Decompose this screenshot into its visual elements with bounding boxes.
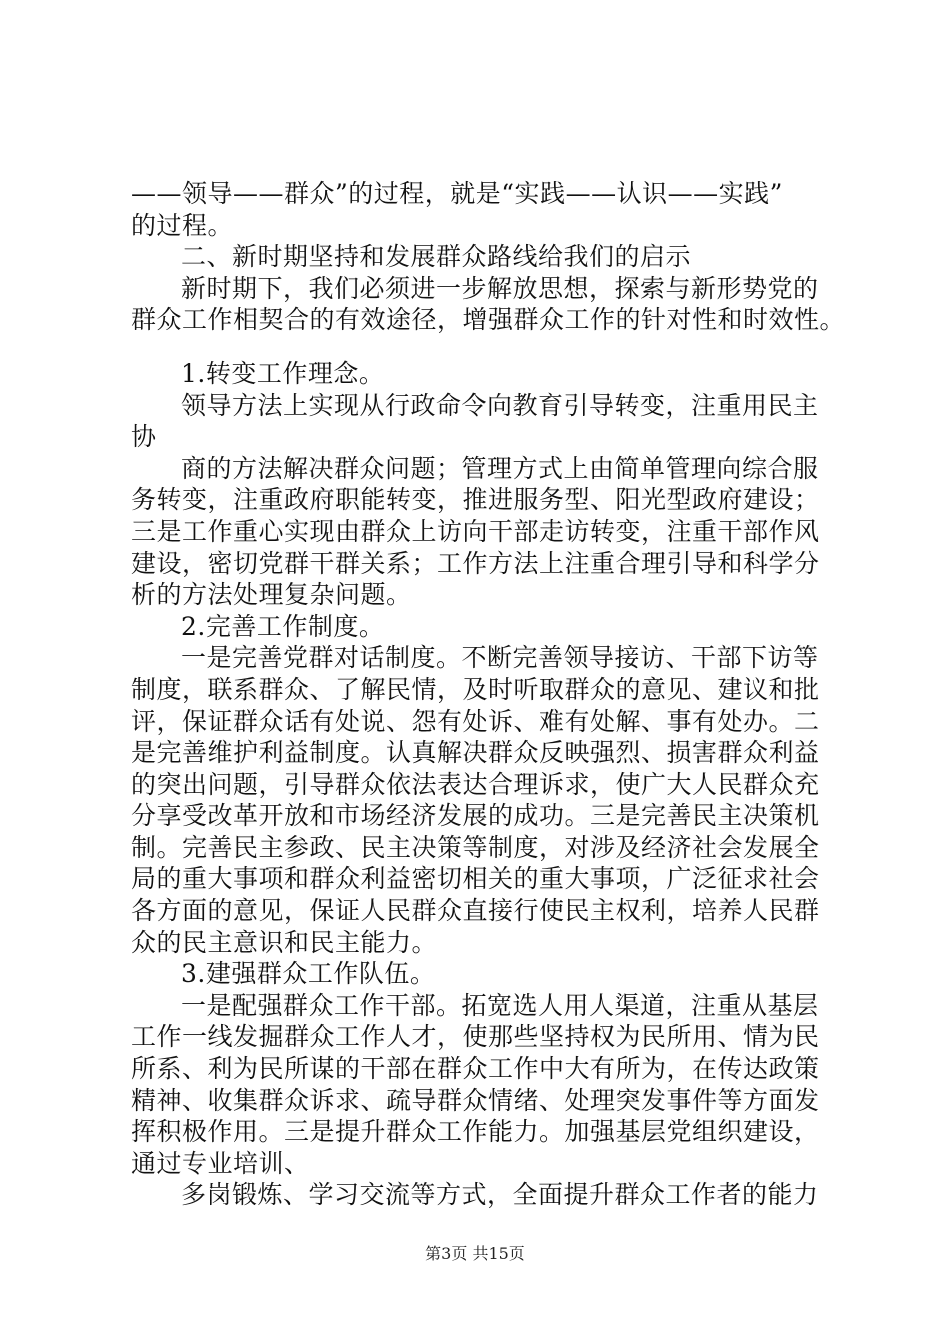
page-footer: 第3页 共15页 [425,1244,525,1263]
text-line: 群众工作相契合的有效途径，增强群众工作的针对性和时效性。 [131,305,846,335]
text-line: 评，保证群众话有处说、怨有处诉、难有处解、事有处办。二 [131,706,820,736]
text-line: 二、新时期坚持和发展群众路线给我们的启示 [181,242,692,272]
text-line: 局的重大事项和群众利益密切相关的重大事项，广泛征求社会 [131,864,820,894]
text-line: 分享受改革开放和市场经济发展的成功。三是完善民主决策机 [131,801,820,831]
text-line: 建设，密切党群干群关系；工作方法上注重合理引导和科学分 [131,548,820,578]
text-line: 制。完善民主参政、民主决策等制度，对涉及经济社会发展全 [131,832,820,862]
text-line: 是完善维护利益制度。认真解决群众反映强烈、损害群众利益 [131,738,820,768]
text-line: 商的方法解决群众问题；管理方式上由简单管理向综合服 [181,453,819,483]
text-line: 通过专业培训、 [131,1148,310,1178]
text-line: 2.完善工作制度。 [181,611,385,641]
text-line: 一是完善党群对话制度。不断完善领导接访、干部下访等 [181,643,819,673]
text-line: 务转变，注重政府职能转变，推进服务型、阳光型政府建设； [131,485,820,515]
blank-line [131,336,871,358]
text-line: 新时期下，我们必须进一步解放思想，探索与新形势党的 [181,273,819,303]
text-line: 的突出问题，引导群众依法表达合理诉求，使广大人民群众充 [131,769,820,799]
text-line: 三是工作重心实现由群众上访向干部走访转变，注重干部作风 [131,516,820,546]
text-line: 众的民主意识和民主能力。 [131,927,438,957]
text-line: 一是配强群众工作干部。拓宽选人用人渠道，注重从基层 [181,990,819,1020]
text-line: 各方面的意见，保证人民群众直接行使民主权利，培养人民群 [131,896,820,926]
text-line: 多岗锻炼、学习交流等方式，全面提升群众工作者的能力 [181,1180,819,1210]
text-line: ——领导——群众”的过程，就是“实践——认识——实践” [131,179,783,208]
text-line: 协 [131,422,157,452]
text-line: 制度，联系群众、了解民情，及时听取群众的意见、建议和批 [131,674,820,704]
text-line: 析的方法处理复杂问题。 [131,580,412,610]
text-line: 1.转变工作理念。 [181,358,385,388]
text-line: 所系、利为民所谋的干部在群众工作中大有所为，在传达政策 [131,1054,820,1084]
text-line: 挥积极作用。三是提升群众工作能力。加强基层党组织建设， [131,1117,820,1147]
text-line: 的过程。 [131,210,234,240]
text-line: 领导方法上实现从行政命令向教育引导转变，注重用民主 [181,390,819,420]
text-line: 精神、收集群众诉求、疏导群众情绪、处理突发事件等方面发 [131,1085,820,1115]
text-line: 工作一线发掘群众工作人才，使那些坚持权为民所用、情为民 [131,1022,820,1052]
text-line: 3.建强群众工作队伍。 [181,959,436,989]
document-body [131,178,871,1211]
